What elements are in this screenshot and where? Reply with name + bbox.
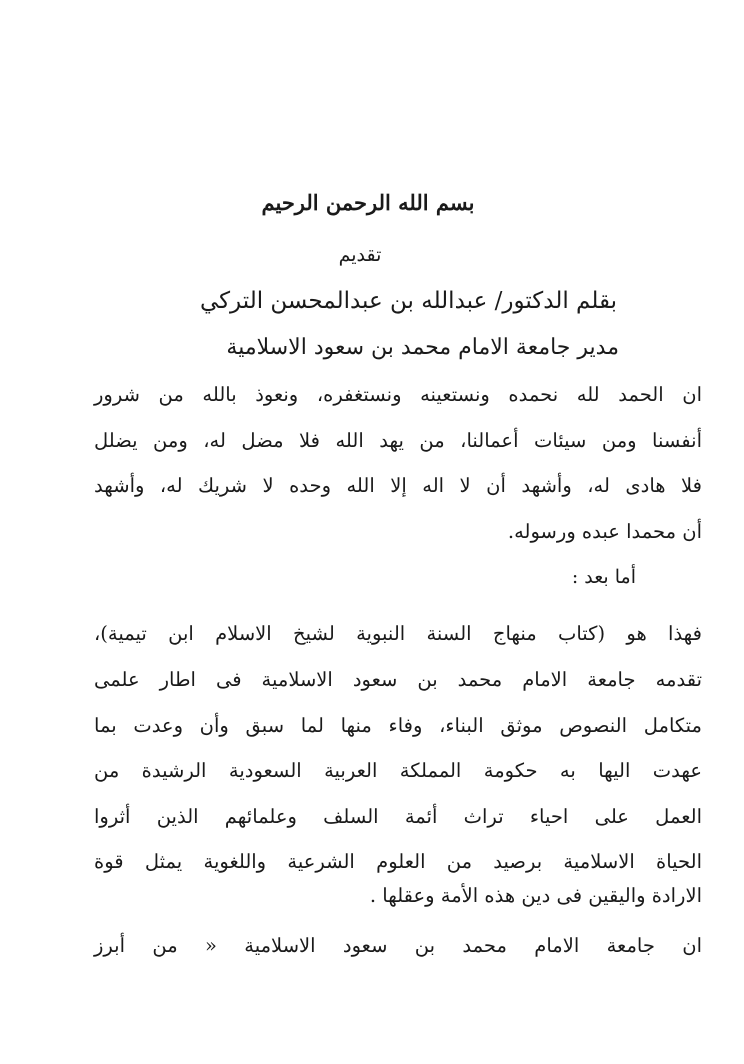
paragraph-line: أن محمدا عبده ورسوله. <box>507 520 702 543</box>
author-title: مدير جامعة الامام محمد بن سعود الاسلامية <box>226 335 619 360</box>
paragraph-line: الحياة الاسلامية برصيد من العلوم الشرعية واللغوية يمثل قوة <box>94 850 702 873</box>
paragraph-line: تقدمه جامعة الامام محمد بن سعود الاسلامية فى اطار علمى <box>94 668 702 691</box>
paragraph-line: فهذا هو (كتاب منهاج السنة النبوية لشيخ الاسلام ابن تيمية)، <box>94 622 702 645</box>
paragraph-line: ان جامعة الامام محمد بن سعود الاسلامية « من أبرز <box>94 934 702 957</box>
paragraph-line: عهدت اليها به حكومة المملكة العربية السعودية الرشيدة من <box>94 759 702 782</box>
paragraph-line: متكامل النصوص موثق البناء، وفاء منها لما سبق وأن وعدت بما <box>94 714 702 737</box>
author-line: بقلم الدكتور/ عبدالله بن عبدالمحسن التركي <box>199 288 617 314</box>
paragraph-line: الارادة واليقين فى دين هذه الأمة وعقلها . <box>369 884 702 907</box>
paragraph-line: ان الحمد لله نحمده ونستعينه ونستغفره، ونعوذ بالله من شرور <box>94 383 702 406</box>
basmala: بسم الله الرحمن الرحيم <box>261 190 475 215</box>
paragraph-line: العمل على احياء تراث أئمة السلف وعلمائهم الذين أثروا <box>94 805 702 828</box>
section-heading: تقديم <box>338 244 382 266</box>
ama-baad: أما بعد : <box>571 566 636 588</box>
paragraph-line: أنفسنا ومن سيئات أعمالنا، من يهد الله فلا مضل له، ومن يضلل <box>94 429 702 452</box>
paragraph-line: فلا هادى له، وأشهد أن لا اله إلا الله وحده لا شريك له، وأشهد <box>94 474 702 497</box>
